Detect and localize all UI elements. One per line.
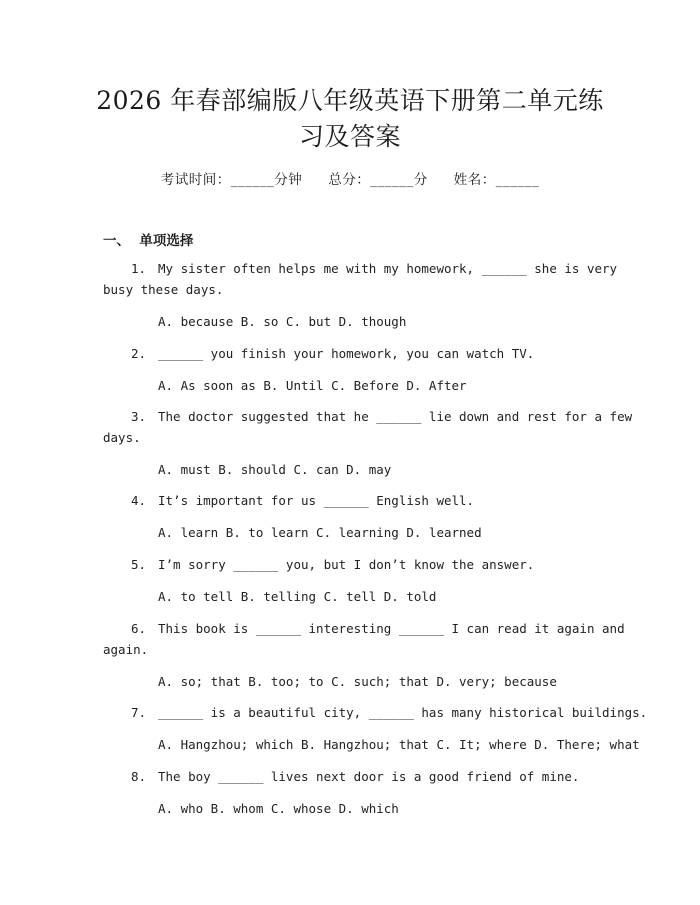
exam-time-field: 考试时间：______分钟 (160, 172, 303, 188)
question-3-options: A. must B. should C. can D. may (158, 462, 392, 477)
document-title-line-1: 2026 年春部编版八年级英语下册第二单元练 (96, 86, 604, 115)
question-text: It’s important for us ______ English well. (158, 493, 475, 508)
question-4-options: A. learn B. to learn C. learning D. learned (158, 525, 482, 540)
question-8 (131, 768, 579, 786)
document-title-line-2: 习及答案 (298, 122, 401, 151)
question-6 (131, 620, 625, 638)
question-1-continuation: busy these days. (103, 282, 224, 297)
question-number: 5. (131, 557, 147, 572)
section-heading: 一、 单项选择 (103, 233, 194, 249)
question-4 (131, 492, 474, 510)
question-text: The doctor suggested that he ______ lie down and rest for a few (158, 409, 633, 424)
question-text: The boy ______ lives next door is a good friend of mine. (158, 769, 580, 784)
question-number: 1. (131, 261, 147, 276)
question-8-options: A. who B. whom C. whose D. which (158, 801, 399, 816)
question-5 (131, 556, 534, 574)
question-5-options: A. to tell B. telling C. tell D. told (158, 589, 437, 604)
question-text: ______ is a beautiful city, ______ has many historical buildings. (158, 705, 648, 720)
question-3-continuation: days. (103, 430, 141, 445)
question-3 (131, 408, 632, 426)
question-2-options: A. As soon as B. Until C. Before D. After (158, 378, 467, 393)
question-6-continuation: again. (103, 642, 149, 657)
exam-meta-line (0, 168, 700, 188)
question-number: 2. (131, 346, 147, 361)
question-number: 7. (131, 705, 147, 720)
question-1 (131, 260, 617, 278)
question-6-options: A. so; that B. too; to C. such; that D. very; because (158, 674, 557, 689)
question-text: My sister often helps me with my homework, ______ she is very (158, 261, 618, 276)
question-number: 4. (131, 493, 147, 508)
exam-name-field: 姓名：______ (453, 172, 540, 188)
question-7-options: A. Hangzhou; which B. Hangzhou; that C. It; where D. There; what (158, 737, 640, 752)
question-text: This book is ______ interesting ______ I can read it again and (158, 621, 625, 636)
question-number: 8. (131, 769, 147, 784)
question-text: I’m sorry ______ you, but I don’t know the answer. (158, 557, 535, 572)
question-7 (131, 704, 647, 722)
question-number: 6. (131, 621, 147, 636)
question-2 (131, 345, 534, 363)
exam-score-field: 总分：______分 (328, 172, 428, 188)
question-1-options: A. because B. so C. but D. though (158, 314, 407, 329)
question-text: ______ you finish your homework, you can watch TV. (158, 346, 535, 361)
question-number: 3. (131, 409, 147, 424)
